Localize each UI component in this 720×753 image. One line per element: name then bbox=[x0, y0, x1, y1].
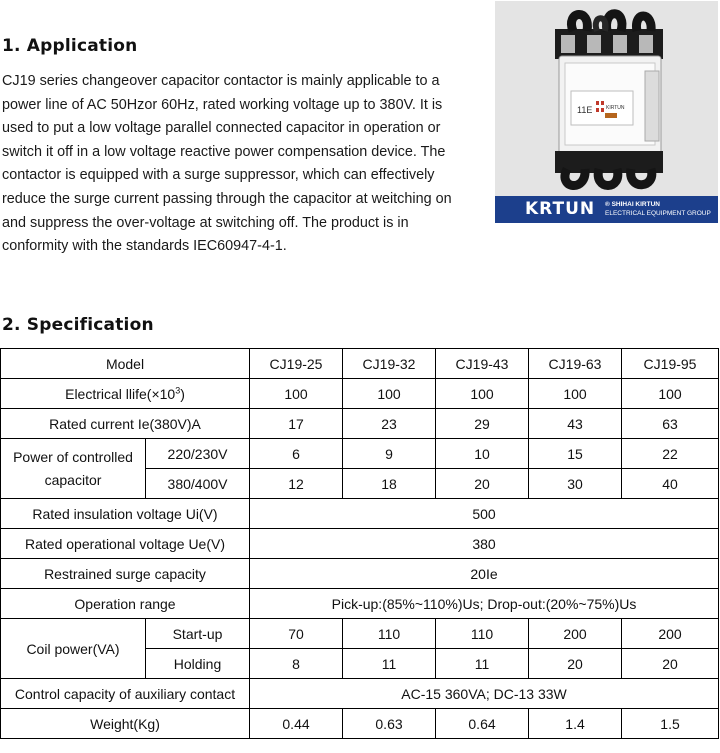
value-cell: 11 bbox=[436, 649, 529, 679]
value-cell: AC-15 360VA; DC-13 33W bbox=[250, 679, 719, 709]
value-cell: 380 bbox=[250, 529, 719, 559]
row-label: Weight(Kg) bbox=[1, 709, 250, 739]
value-cell: 12 bbox=[250, 469, 343, 499]
paragraph-line: and suppress the over-voltage at switching off. The product is in bbox=[2, 214, 409, 231]
value-cell: 110 bbox=[436, 619, 529, 649]
value-cell: 100 bbox=[529, 379, 622, 409]
table-row-operation-range bbox=[1, 589, 719, 619]
value-cell: 29 bbox=[436, 409, 529, 439]
row-label: Rated current Ie(380V)A bbox=[1, 409, 250, 439]
value-cell: 23 bbox=[343, 409, 436, 439]
model-cell: CJ19-25 bbox=[250, 349, 343, 379]
value-cell: 110 bbox=[343, 619, 436, 649]
sub-label: Holding bbox=[146, 649, 250, 679]
small-brand-text: KIRTUN bbox=[606, 105, 625, 111]
paragraph-line: switch it off in a low voltage reactive power compensation device. The bbox=[2, 143, 446, 160]
value-cell: 6 bbox=[250, 439, 343, 469]
row-label: Restrained surge capacity bbox=[1, 559, 250, 589]
row-label: Rated insulation voltage Ui(V) bbox=[1, 499, 250, 529]
table-row-operational-voltage bbox=[1, 529, 719, 559]
application-heading: 1. Application bbox=[2, 36, 138, 56]
value-cell: 500 bbox=[250, 499, 719, 529]
value-cell: 200 bbox=[622, 619, 719, 649]
model-cell: CJ19-95 bbox=[622, 349, 719, 379]
value-cell: Pick-up:(85%~110%)Us; Drop-out:(20%~75%)Us bbox=[250, 589, 719, 619]
model-label-text: 11E bbox=[577, 105, 593, 115]
value-cell: 40 bbox=[622, 469, 719, 499]
value-cell: 15 bbox=[529, 439, 622, 469]
paragraph-line: conformity with the standards IEC60947-4-1. bbox=[2, 238, 287, 255]
contactor-illustration bbox=[495, 1, 718, 196]
brand-banner bbox=[495, 196, 718, 223]
table-row-surge-capacity bbox=[1, 559, 719, 589]
paragraph-line: used to put a low voltage parallel connected capacitor in operation or bbox=[2, 120, 441, 137]
value-cell: 63 bbox=[622, 409, 719, 439]
table-row-insulation-voltage bbox=[1, 499, 719, 529]
specification-table bbox=[0, 348, 719, 739]
table-row-capacitor-220 bbox=[1, 439, 719, 469]
value-cell: 0.63 bbox=[343, 709, 436, 739]
brand-subtitle: ® SHIHAI KIRTUN bbox=[605, 201, 660, 208]
value-cell: 0.44 bbox=[250, 709, 343, 739]
row-label: Electrical $llife(\times 10^3)$ bbox=[1, 379, 250, 409]
paragraph-line: reduce the surge current passing through the capacitor at weitching on bbox=[2, 190, 452, 207]
value-cell: 43 bbox=[529, 409, 622, 439]
paragraph-line: power line of AC 50Hzor 60Hz, rated working voltage up to 380V. It is bbox=[2, 96, 443, 113]
table-row-weight bbox=[1, 709, 719, 739]
sub-label: Start-up bbox=[146, 619, 250, 649]
brand-logo-text: KRTUN bbox=[525, 199, 596, 219]
value-cell: 20Ie bbox=[250, 559, 719, 589]
value-cell: 100 bbox=[250, 379, 343, 409]
sub-label: 380/400V bbox=[146, 469, 250, 499]
row-label: Operation range bbox=[1, 589, 250, 619]
value-cell: 1.4 bbox=[529, 709, 622, 739]
row-label: Power of controlled capacitor bbox=[1, 439, 146, 499]
value-cell: 100 bbox=[622, 379, 719, 409]
model-cell: CJ19-63 bbox=[529, 349, 622, 379]
row-label: Rated operational voltage Ue(V) bbox=[1, 529, 250, 559]
table-row-coil-startup bbox=[1, 619, 719, 649]
row-label: Model bbox=[1, 349, 250, 379]
value-cell: 100 bbox=[343, 379, 436, 409]
value-cell: 20 bbox=[529, 649, 622, 679]
brand-tagline: ELECTRICAL EQUIPMENT GROUP bbox=[605, 210, 711, 217]
value-cell: 70 bbox=[250, 619, 343, 649]
specification-heading: 2. Specification bbox=[2, 315, 154, 335]
value-cell: 22 bbox=[622, 439, 719, 469]
value-cell: 200 bbox=[529, 619, 622, 649]
value-cell: 8 bbox=[250, 649, 343, 679]
application-paragraph bbox=[2, 70, 482, 259]
value-cell: 20 bbox=[436, 469, 529, 499]
value-cell: 0.64 bbox=[436, 709, 529, 739]
table-row-aux-contact bbox=[1, 679, 719, 709]
table-row-rated-current bbox=[1, 409, 719, 439]
row-label: Control capacity of auxiliary contact bbox=[1, 679, 250, 709]
table-row-electrical-life bbox=[1, 379, 719, 409]
value-cell: 17 bbox=[250, 409, 343, 439]
value-cell: 9 bbox=[343, 439, 436, 469]
product-photo bbox=[495, 1, 718, 223]
paragraph-line: CJ19 series changeover capacitor contactor is mainly applicable to a bbox=[2, 73, 440, 89]
sub-label: 220/230V bbox=[146, 439, 250, 469]
paragraph-line: contactor is equipped with a surge suppressor, which can effectively bbox=[2, 167, 435, 184]
value-cell: 18 bbox=[343, 469, 436, 499]
model-cell: CJ19-32 bbox=[343, 349, 436, 379]
row-label: Coil power(VA) bbox=[1, 619, 146, 679]
value-cell: 30 bbox=[529, 469, 622, 499]
model-cell: CJ19-43 bbox=[436, 349, 529, 379]
value-cell: 10 bbox=[436, 439, 529, 469]
value-cell: 11 bbox=[343, 649, 436, 679]
value-cell: 100 bbox=[436, 379, 529, 409]
table-row-model bbox=[1, 349, 719, 379]
value-cell: 1.5 bbox=[622, 709, 719, 739]
value-cell: 20 bbox=[622, 649, 719, 679]
